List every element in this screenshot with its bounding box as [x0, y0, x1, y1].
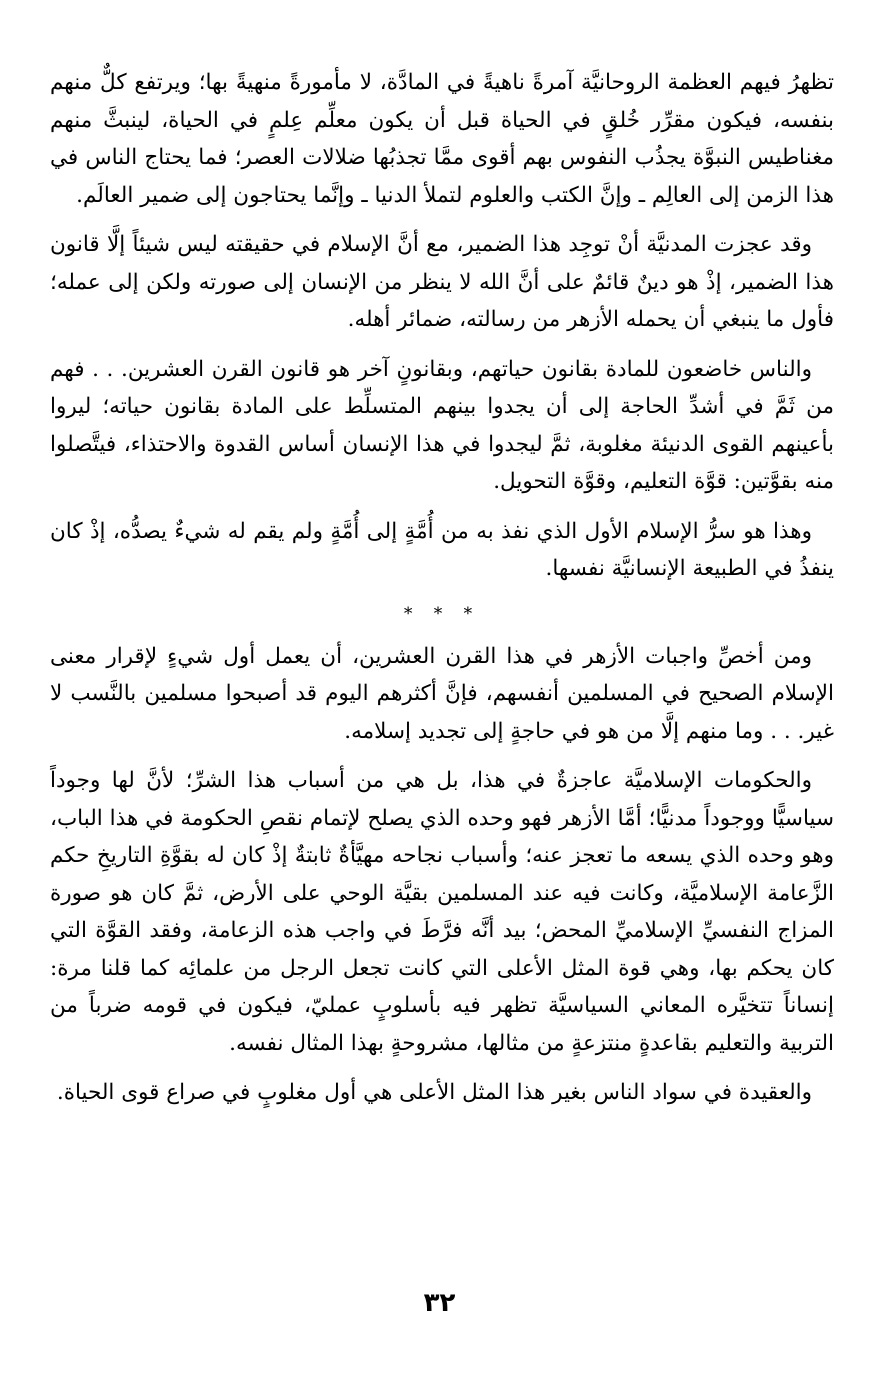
paragraph-4: وهذا هو سرُّ الإسلام الأول الذي نفذ به من أُمَّةٍ إلى أُمَّةٍ ولم يقم له شيءٌ يصدُّه، إذْ كان ينفذُ في الطبيعة الإنسانيَّة نفسها.	[50, 518, 834, 581]
paragraph-3: والناس خاضعون للمادة بقانون حياتهم، وبقانونٍ آخر هو قانون القرن العشرين. . . فهم من ثَمَّ في أشدِّ الحاجة إلى أن يجدوا بينهم المتسلِّط على المادة بقانون حياته؛ ليروا بأعينهم القوى الدنيئة مغلوبة، ثمَّ ليجدوا في هذا الإنسان أساس القدوة والاحتذاء، فيتَّصلوا منه بقوَّتين: قوَّة التعليم، وقوَّة التحويل.	[50, 356, 834, 494]
section-separator: * * *	[403, 603, 481, 624]
paragraph-2: وقد عجزت المدنيَّة أنْ توجِد هذا الضمير، مع أنَّ الإسلام في حقيقته ليس شيئاً إلَّا قانون هذا الضمير، إذْ هو دينٌ قائمٌ على أنَّ الله لا ينظر من الإنسان إلى صورته ولكن إلى عمله؛ فأول ما ينبغي أن يحمله الأزهر من رسالته، ضمائر أهله.	[50, 232, 834, 332]
page-number: ٣٢	[423, 1288, 456, 1318]
paragraph-1: تظهرُ فيهم العظمة الروحانيَّة آمرةً ناهيةً في المادَّة، لا مأمورةً منهيةً بها؛ ويرتفع كلٌّ منهم بنفسه، فيكون مقرِّر خُلقٍ في الحياة قبل أن يكون معلِّم عِلمٍ في الحياة، لينبثَّ منهم مغناطيس النبوَّة يجذُب النفوس بهم أقوى ممَّا تجذبُها ضلالات العصر؛ فما يحتاج الناس في هذا الزمن إلى العالِم ـ وإنَّ الكتب والعلوم لتملأ الدنيا ـ وإنَّما يحتاجون إلى ضمير العالَم.	[50, 70, 834, 208]
paragraph-6: والحكومات الإسلاميَّة عاجزةٌ في هذا، بل هي من أسباب هذا الشرِّ؛ لأنَّ لها وجوداً سياسيًّا ووجوداً مدنيًّا؛ أمَّا الأزهر فهو وحده الذي يصلح لإتمام نقصِ الحكومة في هذا الباب، وهو وحده الذي يسعه ما تعجز عنه؛ وأسباب نجاحه مهيَّأةٌ ثابتةٌ إذْ كان له بقوَّةِ التاريخِ حكم الزَّعامة الإسلاميَّة، وكانت فيه عند المسلمين بقيَّة الوحي على الأرض، ثمَّ كان هو صورة المزاج النفسيِّ الإسلاميِّ المحض؛ بيد أنَّه فرَّطَ في واجب هذه الزعامة، وفقد القوَّة التي كان يحكم بها، وهي قوة المثل الأعلى التي كانت تجعل الرجل من علمائِه كما قلنا مرة: إنساناً تتخيَّره المعاني السياسيَّة تظهر فيه بأسلوبٍ عمليّ، فيكون في قومه ضرباً من التربية والتعليم بقاعدةٍ منتزعةٍ من مثالها، مشروحةٍ بهذا المثال نفسه.	[50, 768, 834, 1056]
paragraph-7: والعقيدة في سواد الناس بغير هذا المثل الأعلى هي أول مغلوبٍ في صراع قوى الحياة.	[56, 1080, 812, 1105]
paragraph-5: ومن أخصِّ واجبات الأزهر في هذا القرن العشرين، أن يعمل أول شيءٍ لإقرار معنى الإسلام الصحيح في المسلمين أنفسهم، فإنَّ أكثرهم اليوم قد أصبحوا مسلمين بالنَّسب لا غير. . . وما منهم إلَّا من هو في حاجةٍ إلى تجديد إسلامه.	[50, 643, 834, 744]
